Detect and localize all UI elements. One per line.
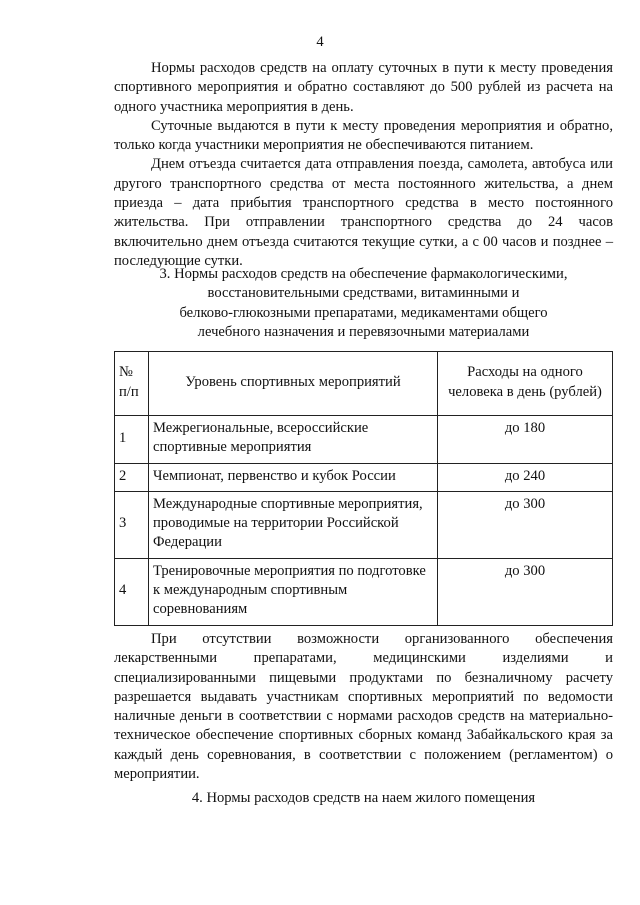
paragraph-daily-allowance: Нормы расходов средств на оплату суточных в пути к месту проведения спортивного мероприятия и обратно составляют до 500 рублей из расчета на одного участника мероприятия в день. [114,60,613,115]
row-event-level: Тренировочные мероприятия по подготовке к международным спортивным соревнованиям [149,558,438,625]
intro-section [114,59,613,271]
row-daily-cost: до 300 [438,491,613,558]
row-daily-cost: до 300 [438,558,613,625]
paragraph-allowance-condition: Суточные выдаются в пути к месту проведения мероприятия и обратно, только когда участники мероприятия не обеспечиваются питанием. [114,117,613,154]
row-number: 3 [115,491,149,558]
header-number: № п/п [115,352,149,416]
row-number: 2 [115,463,149,491]
table-row [115,558,613,625]
header-daily-cost: Расходы на одного человека в день (рублей) [438,352,613,416]
medication-paragraph-section [114,630,613,784]
section-title-line: 3. Нормы расходов средств на обеспечение фармакологическими, [159,266,568,282]
table-row [115,491,613,558]
table-row [115,463,613,491]
row-number: 4 [115,558,149,625]
section-title-line: восстановительными средствами, витаминными и [207,285,520,302]
page-number: 4 [316,34,324,50]
row-number: 1 [115,416,149,464]
row-event-level: Межрегиональные, всероссийские спортивные мероприятия [149,416,438,464]
section-4-heading [114,789,613,808]
header-event-level: Уровень спортивных мероприятий [149,352,438,416]
section-title-line: белково-глюкозными препаратами, медикаментами общего [179,304,548,321]
row-daily-cost: до 180 [438,416,613,464]
section-3-heading [114,265,613,342]
section-title-line: лечебного назначения и перевязочными материалами [197,323,530,340]
table-row [115,416,613,464]
paragraph-medication-cash: При отсутствии возможности организованного обеспечения лекарственными препаратами, медицинскими изделиями и специализированными пищевыми продуктами по безналичному расчету разрешается выдавать участникам спортивных мероприятий по ведомости наличные деньги в соответствии с нормами расходов средств на материально-техническое обеспечение спортивных сборных команд Забайкальского края за каждый день соревнования, в соответствии с положением (регламентом) о мероприятии. [114,631,613,783]
section-title: 4. Нормы расходов средств на наем жилого помещения [191,790,536,806]
table-header-row [115,352,613,416]
row-event-level: Чемпионат, первенство и кубок России [149,463,438,491]
row-daily-cost: до 240 [438,463,613,491]
row-event-level: Международные спортивные мероприятия, проводимые на территории Российской Федерации [149,491,438,558]
paragraph-departure-day: Днем отъезда считается дата отправления поезда, самолета, автобуса или другого транспортного средства от места постоянного жительства, а днем приезда – дата прибытия транспортного средства в место постоянного жительства. При отправлении транспортного средства до 24 часов включительно днем отъезда считаются текущие сутки, а с 00 часов и позднее – последующие сутки. [114,156,613,269]
expense-norms-table [114,351,613,626]
